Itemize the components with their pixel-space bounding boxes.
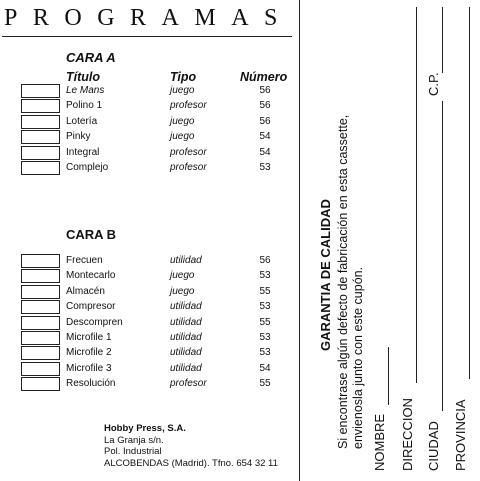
- column-header-tipo: Tipo: [170, 70, 197, 84]
- program-type: juego: [170, 285, 195, 297]
- program-title: Montecarlo: [66, 270, 116, 282]
- program-row: [0, 147, 300, 162]
- program-number: 54: [259, 146, 271, 158]
- program-type: utilidad: [170, 301, 202, 313]
- program-type: utilidad: [170, 347, 202, 359]
- program-row: [0, 301, 300, 316]
- program-number: 53: [259, 301, 271, 313]
- program-row: [0, 116, 300, 131]
- guarantee-title: GARANTIA DE CALIDAD: [318, 199, 333, 351]
- side-b-heading: CARA B: [66, 227, 117, 242]
- field-direccion-line: [416, 7, 417, 383]
- program-title: Descompren: [66, 316, 123, 328]
- program-type: utilidad: [170, 362, 202, 374]
- guarantee-coupon: [300, 0, 480, 481]
- program-title: Complejo: [66, 162, 109, 173]
- field-provincia[interactable]: [453, 6, 473, 471]
- field-nombre[interactable]: [372, 346, 392, 471]
- field-cp-line: [442, 7, 443, 73]
- publisher-street: La Granja s/n.: [104, 434, 164, 446]
- program-row: [0, 131, 300, 146]
- program-title: Microfile 3: [66, 362, 112, 374]
- program-row: [0, 332, 300, 347]
- program-number: 54: [259, 362, 271, 374]
- field-nombre-line: [388, 347, 389, 405]
- guarantee-line-2: envienosla junto con este cupón.: [351, 266, 365, 449]
- column-header-titulo: Título: [66, 70, 101, 84]
- field-nombre-label: NOMBRE: [372, 413, 387, 471]
- program-title: Pinky: [66, 131, 91, 143]
- program-type: utilidad: [170, 332, 202, 343]
- field-direccion-label: DIRECCION: [400, 398, 415, 471]
- side-a-heading: CARA A: [66, 50, 116, 65]
- publisher-name: Hobby Press, S.A.: [104, 423, 186, 434]
- field-direccion[interactable]: [400, 6, 420, 471]
- program-title: Almacén: [66, 285, 105, 297]
- program-number: 56: [259, 85, 271, 96]
- program-title: Polino 1: [66, 100, 103, 112]
- program-number: 56: [259, 100, 271, 112]
- program-row: [0, 317, 300, 332]
- program-type: profesor: [170, 378, 207, 390]
- field-provincia-line: [469, 7, 470, 379]
- program-row: [0, 347, 300, 362]
- program-number: 53: [259, 270, 271, 282]
- field-cp-label: C.P.: [426, 72, 441, 96]
- program-title: Compresor: [66, 301, 116, 313]
- program-number: 56: [259, 255, 271, 266]
- program-title: Microfile 1: [66, 332, 112, 343]
- program-row: [0, 270, 300, 285]
- program-row: [0, 363, 300, 378]
- program-title: Lotería: [66, 115, 98, 127]
- program-row: [0, 85, 300, 100]
- program-type: utilidad: [170, 255, 202, 266]
- program-title: Microfile 2: [66, 347, 112, 359]
- program-number: 53: [259, 162, 271, 173]
- program-title: Integral: [66, 146, 100, 158]
- program-number: 56: [259, 115, 271, 127]
- publisher-area: Pol. Industrial: [104, 446, 162, 457]
- program-row: [0, 255, 300, 270]
- field-ciudad[interactable]: [426, 6, 446, 471]
- column-header-numero: Número: [240, 70, 288, 84]
- program-type: juego: [170, 270, 195, 282]
- program-title: Frecuen: [66, 255, 103, 266]
- program-number: 55: [259, 316, 271, 328]
- program-number: 55: [259, 285, 271, 297]
- program-number: 53: [259, 332, 271, 343]
- title-rule: [2, 36, 292, 37]
- program-title: Resolución: [66, 378, 116, 390]
- program-type: utilidad: [170, 316, 202, 328]
- field-ciudad-label: CIUDAD: [426, 421, 441, 471]
- program-type: profesor: [170, 146, 207, 158]
- program-title: Le Mans: [66, 85, 105, 96]
- guarantee-text: [336, 0, 366, 449]
- program-number: 53: [259, 347, 271, 359]
- program-type: profesor: [170, 100, 207, 112]
- program-type: juego: [170, 131, 195, 143]
- program-row: [0, 378, 300, 393]
- program-type: juego: [170, 115, 195, 127]
- page-title: PROGRAMAS: [4, 5, 293, 31]
- guarantee-line-1: Si encontrase algún defecto de fabricación en esta cassette,: [336, 114, 350, 449]
- program-number: 54: [259, 131, 271, 143]
- publisher-address: [104, 423, 278, 469]
- publisher-city-phone: ALCOBENDAS (Madrid). Tfno. 654 32 11: [104, 457, 278, 469]
- program-type: profesor: [170, 162, 207, 173]
- program-number: 55: [259, 378, 271, 390]
- program-row: [0, 162, 300, 177]
- program-row: [0, 286, 300, 301]
- program-row: [0, 100, 300, 115]
- field-provincia-label: PROVINCIA: [453, 399, 468, 471]
- field-ciudad-line: [442, 101, 443, 411]
- program-type: juego: [170, 85, 195, 96]
